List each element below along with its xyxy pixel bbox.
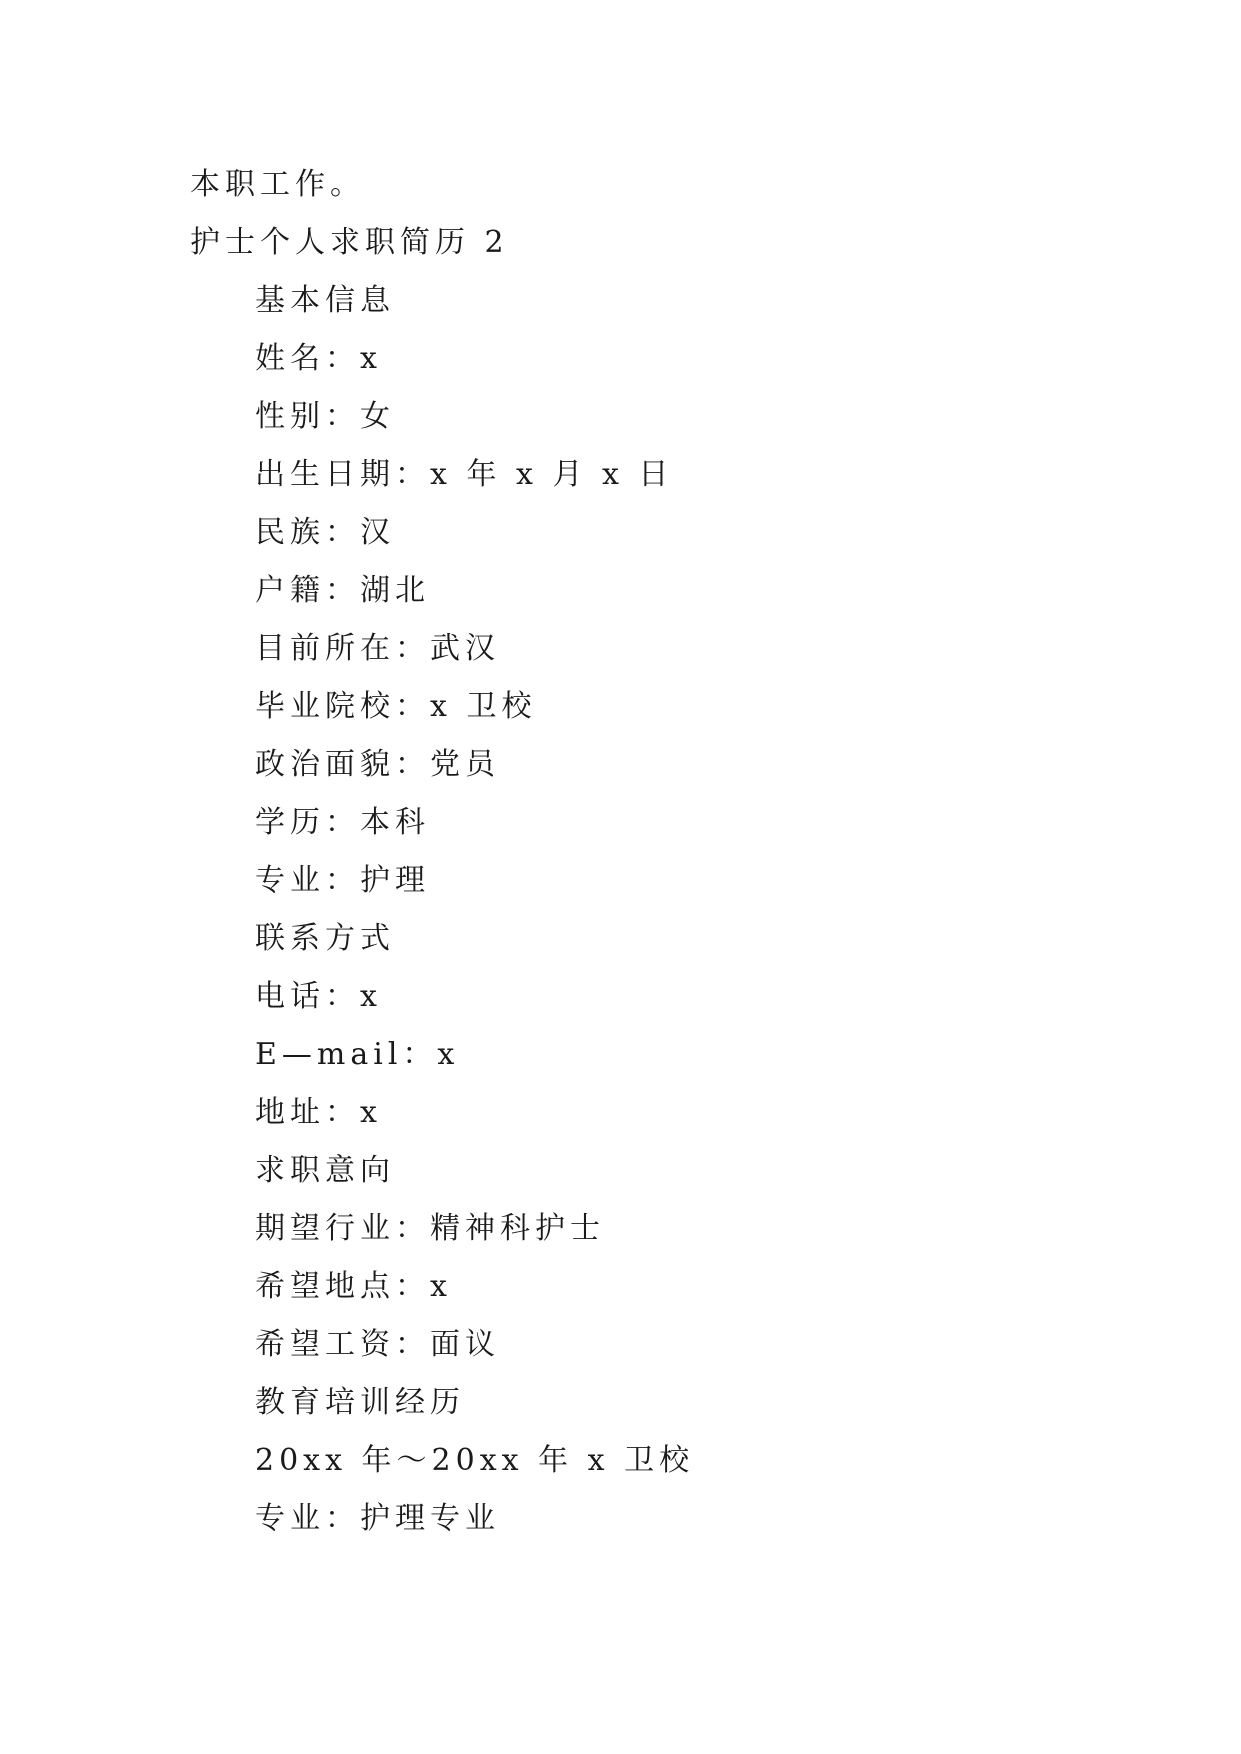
section-heading: 护士个人求职简历 2 xyxy=(190,225,509,260)
field-expected-salary: 希望工资：面议 xyxy=(255,1327,500,1362)
field-phone: 电话：x xyxy=(255,979,382,1014)
education-entry-major: 专业：护理专业 xyxy=(255,1501,500,1536)
subheading-education-training: 教育培训经历 xyxy=(255,1385,465,1420)
field-education: 学历：本科 xyxy=(255,805,430,840)
subheading-contact: 联系方式 xyxy=(255,921,395,956)
subheading-basic-info: 基本信息 xyxy=(255,283,395,318)
field-expected-industry: 期望行业：精神科护士 xyxy=(255,1211,605,1246)
field-email: E—mail：x xyxy=(255,1037,460,1072)
field-birthdate: 出生日期：x 年 x 月 x 日 xyxy=(255,457,674,492)
field-name: 姓名：x xyxy=(255,341,382,376)
field-household-registration: 户籍：湖北 xyxy=(255,573,430,608)
field-gender: 性别：女 xyxy=(255,399,395,434)
field-graduated-school: 毕业院校：x 卫校 xyxy=(255,689,537,724)
field-address: 地址：x xyxy=(255,1095,382,1130)
field-political-status: 政治面貌：党员 xyxy=(255,747,500,782)
body-text-line: 本职工作。 xyxy=(190,167,365,202)
field-preferred-location: 希望地点：x xyxy=(255,1269,452,1304)
field-major: 专业：护理 xyxy=(255,863,430,898)
field-ethnicity: 民族：汉 xyxy=(255,515,395,550)
subheading-job-intention: 求职意向 xyxy=(255,1153,395,1188)
education-entry-period: 20xx 年～20xx 年 x 卫校 xyxy=(255,1443,695,1478)
field-current-location: 目前所在：武汉 xyxy=(255,631,500,666)
